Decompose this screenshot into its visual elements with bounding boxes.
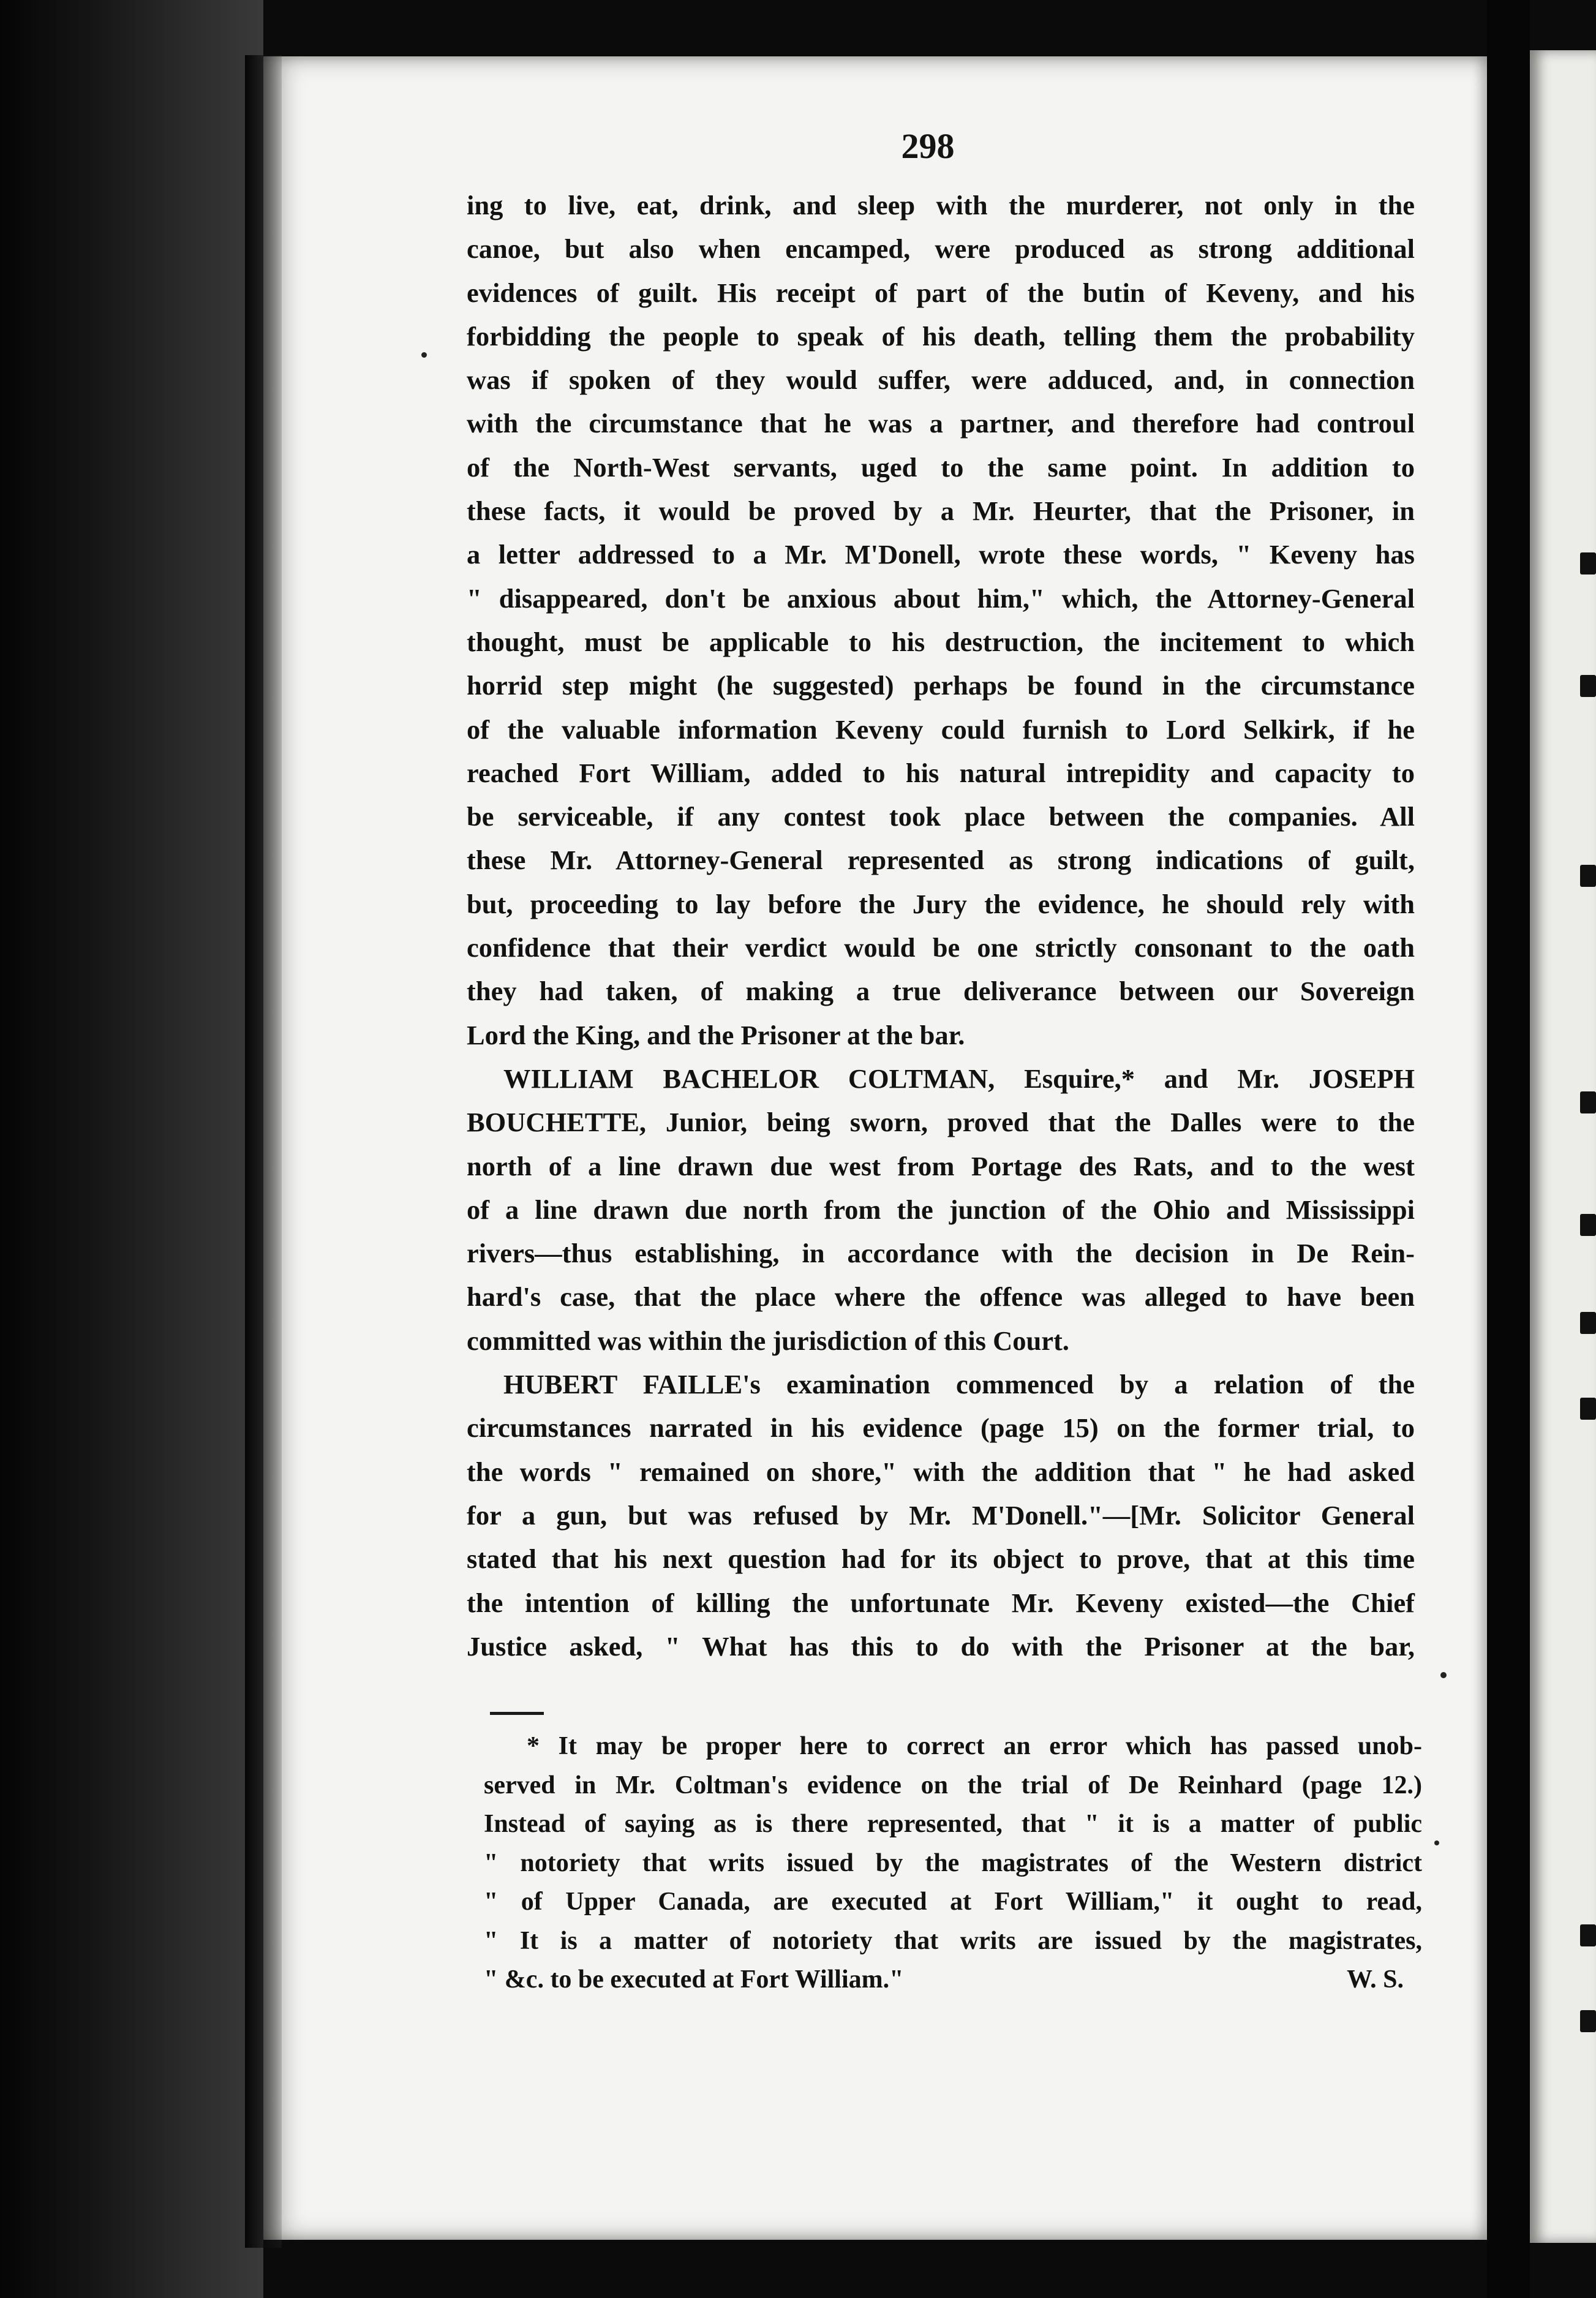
ink-speck: [421, 352, 427, 358]
text-line: thought, must be applicable to his destruction, the incitement to which: [467, 626, 1415, 657]
footnote: [484, 1727, 1422, 2000]
scan-dark-margin: [0, 0, 263, 2298]
text-line: was if spoken of they would suffer, were adduced, and, in connection: [467, 364, 1415, 396]
text-line: BOUCHETTE, Junior, being sworn, proved that the Dalles were to the: [467, 1107, 1415, 1138]
text-line: horrid step might (he suggested) perhaps be found in the circumstance: [467, 670, 1415, 701]
footnote-signature: W. S.: [1346, 1965, 1404, 1994]
text-line: these Mr. Attorney-General represented as strong indications of guilt,: [467, 845, 1415, 876]
footnote-line: " It is a matter of notoriety that writs are issued by the magistrates,: [484, 1926, 1422, 1955]
body-text: [467, 184, 1415, 1668]
page-number: 298: [901, 126, 955, 166]
text-line: hard's case, that the place where the offence was alleged to have been: [467, 1281, 1415, 1313]
text-line: stated that his next question had for its object to prove, that at this time: [467, 1543, 1415, 1575]
adjacent-page-glyph: [1580, 1214, 1596, 1236]
text-line: Justice asked, " What has this to do with the Prisoner at the bar,: [467, 1630, 1415, 1662]
page-gutter: [1487, 0, 1530, 2298]
adjacent-page-glyph: [1580, 1091, 1596, 1113]
text-line: these facts, it would be proved by a Mr. Heurter, that the Prisoner, in: [467, 495, 1415, 527]
footnote-line: " notoriety that writs issued by the magistrates of the Western district: [484, 1848, 1422, 1877]
adjacent-page-glyph: [1580, 552, 1596, 574]
text-line: HUBERT FAILLE's examination commenced by a relation of the: [503, 1369, 1415, 1400]
text-line: the intention of killing the unfortunate Mr. Keveny existed—the Chief: [467, 1587, 1415, 1618]
text-line: be serviceable, if any contest took place between the companies. All: [467, 801, 1415, 832]
ink-speck: [1434, 1840, 1439, 1845]
text-line: WILLIAM BACHELOR COLTMAN, Esquire,* and Mr. JOSEPH: [503, 1063, 1415, 1094]
ink-speck: [1440, 1672, 1447, 1678]
text-line: confidence that their verdict would be one strictly consonant to the oath: [467, 932, 1415, 963]
text-line: Lord the King, and the Prisoner at the bar.: [467, 1019, 965, 1050]
adjacent-page-glyph: [1580, 2010, 1596, 2032]
text-line: but, proceeding to lay before the Jury the evidence, he should rely with: [467, 888, 1415, 919]
footnote-line: served in Mr. Coltman's evidence on the trial of De Reinhard (page 12.): [484, 1771, 1422, 1799]
spine-shadow: [245, 55, 282, 2248]
text-line: circumstances narrated in his evidence (page 15) on the former trial, to: [467, 1412, 1415, 1444]
footnote-line: Instead of saying as is there represented, that " it is a matter of public: [484, 1810, 1422, 1838]
footnote-line: " of Upper Canada, are executed at Fort William," it ought to read,: [484, 1888, 1422, 1916]
text-line: evidences of guilt. His receipt of part of the butin of Keveny, and his: [467, 277, 1415, 308]
text-line: forbidding the people to speak of his death, telling them the probability: [467, 320, 1415, 352]
text-line: the words " remained on shore," with the addition that " he had asked: [467, 1456, 1415, 1487]
text-line: rivers—thus establishing, in accordance with the decision in De Rein-: [467, 1238, 1415, 1269]
adjacent-page-glyph: [1580, 1312, 1596, 1334]
footnote-line: " &c. to be executed at Fort William.": [484, 1965, 904, 1994]
footnote-line: * It may be proper here to correct an error which has passed unob-: [527, 1732, 1422, 1760]
text-line: ing to live, eat, drink, and sleep with the murderer, not only in the: [467, 190, 1415, 220]
footnote-last-row: [484, 1961, 1422, 2000]
adjacent-page-glyph: [1580, 1924, 1596, 1946]
text-line: north of a line drawn due west from Portage des Rats, and to the west: [467, 1150, 1415, 1181]
adjacent-page-edge: [1530, 50, 1596, 2243]
text-line: canoe, but also when encamped, were produced as strong additional: [467, 233, 1415, 265]
text-line: for a gun, but was refused by Mr. M'Donell."—[Mr. Solicitor General: [467, 1499, 1415, 1531]
text-line: a letter addressed to a Mr. M'Donell, wrote these words, " Keveny has: [467, 539, 1415, 570]
text-line: " disappeared, don't be anxious about him," which, the Attorney-General: [467, 582, 1415, 614]
adjacent-page-glyph: [1580, 1398, 1596, 1420]
footnote-rule: [490, 1712, 544, 1715]
text-line: they had taken, of making a true deliverance between our Sovereign: [467, 976, 1415, 1007]
text-line: reached Fort William, added to his natural intrepidity and capacity to: [467, 757, 1415, 788]
text-line: with the circumstance that he was a partner, and therefore had controul: [467, 408, 1415, 439]
text-line: of a line drawn due north from the junction of the Ohio and Mississippi: [467, 1194, 1415, 1225]
text-line: of the North-West servants, uged to the same point. In addition to: [467, 451, 1415, 483]
text-line: of the valuable information Keveny could furnish to Lord Selkirk, if he: [467, 714, 1415, 745]
adjacent-page-glyph: [1580, 865, 1596, 887]
adjacent-page-glyph: [1580, 675, 1596, 697]
text-line: committed was within the jurisdiction of this Court.: [467, 1325, 1069, 1356]
